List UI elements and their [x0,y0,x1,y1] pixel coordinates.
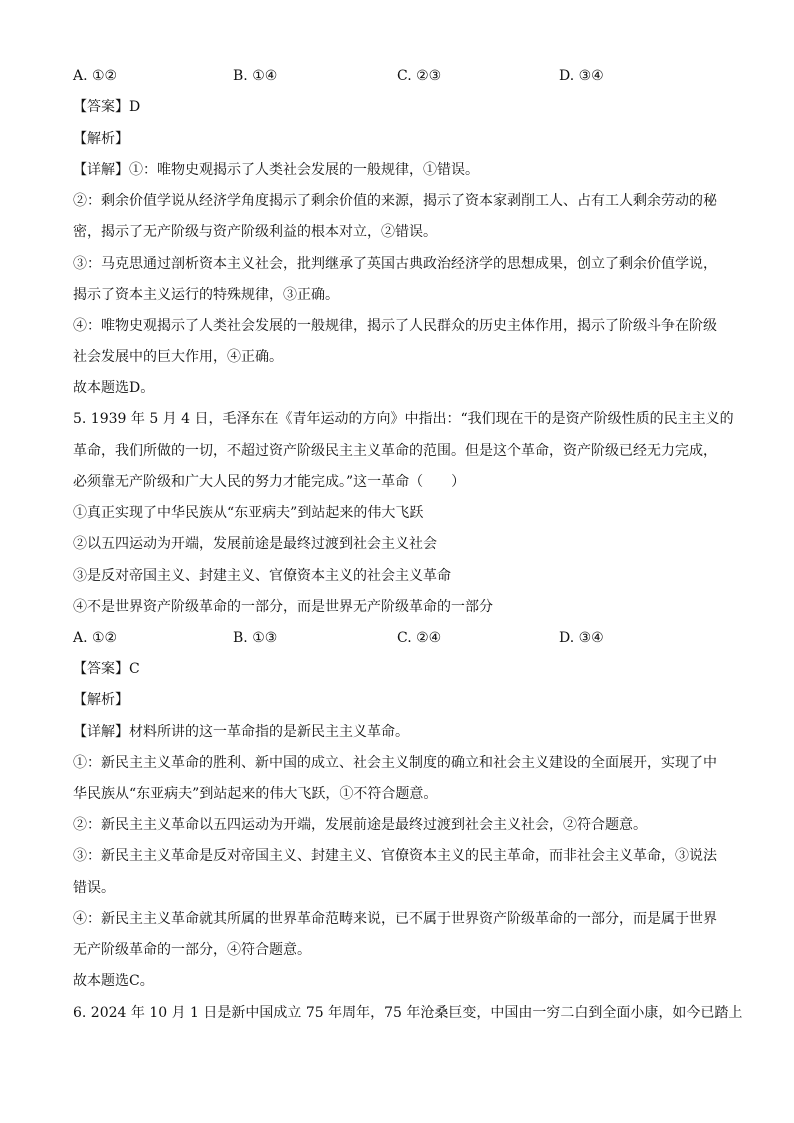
q4-detail-line: ②：剩余价值学说从经济学角度揭示了剩余价值的来源，揭示了资本家剥削工人、占有工人剩余劳动的秘 [73,193,717,209]
q5-statement: ③是反对帝国主义、封建主义、官僚资本主义的社会主义革命 [73,568,451,584]
q5-conclusion: 故本题选C。 [73,973,154,989]
q5-detail-line: ④：新民主主义革命就其所属的世界革命范畴来说，已不属于世界资产阶级革命的一部分，而是属于世界 [73,911,717,927]
q5-option-b: B. ①③ [233,630,278,646]
q5-detail-line: ③：新民主主义革命是反对帝国主义、封建主义、官僚资本主义的民主革命，而非社会主义革命，③说法 [73,848,717,864]
q4-conclusion: 故本题选D。 [73,380,155,396]
q5-detail-line: ②：新民主主义革命以五四运动为开端，发展前途是最终过渡到社会主义社会，②符合题意。 [73,817,647,833]
q4-detail-line: 【详解】①：唯物史观揭示了人类社会发展的一般规律，①错误。 [73,162,479,178]
q5-option-d: D. ③④ [559,630,604,646]
q5-detail-line: 无产阶级革命的一部分，④符合题意。 [73,942,311,958]
q5-stem-line: 5. 1939 年 5 月 4 日，毛泽东在《青年运动的方向》中指出：“我们现在干的是资产阶级性质的民主主义的 [73,411,734,427]
q5-stem-line: 革命，我们所做的一切，不超过资产阶级民主主义革命的范围。但是这个革命，资产阶级已经无力完成， [73,443,717,459]
q4-option-a: A. ①② [73,68,118,84]
q4-option-b: B. ①④ [233,68,278,84]
q5-analysis-heading: 【解析】 [73,692,129,708]
q5-stem-line: 必须靠无产阶级和广大人民的努力才能完成。”这一革命（ ） [73,474,466,490]
q4-detail-line: 密，揭示了无产阶级与资产阶级利益的根本对立，②错误。 [73,224,437,240]
q6-stem-line: 6. 2024 年 10 月 1 日是新中国成立 75 年周年，75 年沧桑巨变，中国由一穷二白到全面小康，如今已踏上 [73,1005,743,1021]
q5-detail-line: 【详解】材料所讲的这一革命指的是新民主主义革命。 [73,724,409,740]
q5-statement: ②以五四运动为开端，发展前途是最终过渡到社会主义社会 [73,536,437,552]
q4-option-d: D. ③④ [559,68,604,84]
q4-detail-line: 揭示了资本主义运行的特殊规律，③正确。 [73,287,339,303]
q4-analysis-heading: 【解析】 [73,131,129,147]
q5-option-a: A. ①② [73,630,118,646]
q5-answer: 【答案】C [73,661,140,677]
q4-detail-line: 社会发展中的巨大作用，④正确。 [73,349,283,365]
q5-option-c: C. ②④ [397,630,442,646]
q4-detail-line: ④：唯物史观揭示了人类社会发展的一般规律，揭示了人民群众的历史主体作用，揭示了阶级斗争在阶级 [73,318,717,334]
q5-detail-line: 错误。 [73,880,115,896]
q4-option-c: C. ②③ [397,68,442,84]
q5-detail-line: 华民族从“东亚病夫”到站起来的伟大飞跃，①不符合题意。 [73,786,438,802]
q5-statement: ①真正实现了中华民族从“东亚病夫”到站起来的伟大飞跃 [73,505,424,521]
q5-statement: ④不是世界资产阶级革命的一部分，而是世界无产阶级革命的一部分 [73,599,493,615]
q5-detail-line: ①：新民主主义革命的胜利、新中国的成立、社会主义制度的确立和社会主义建设的全面展开，实现了中 [73,755,717,771]
q4-detail-line: ③：马克思通过剖析资本主义社会，批判继承了英国古典政治经济学的思想成果，创立了剩余价值学说， [73,256,717,272]
q4-answer: 【答案】D [73,99,141,115]
